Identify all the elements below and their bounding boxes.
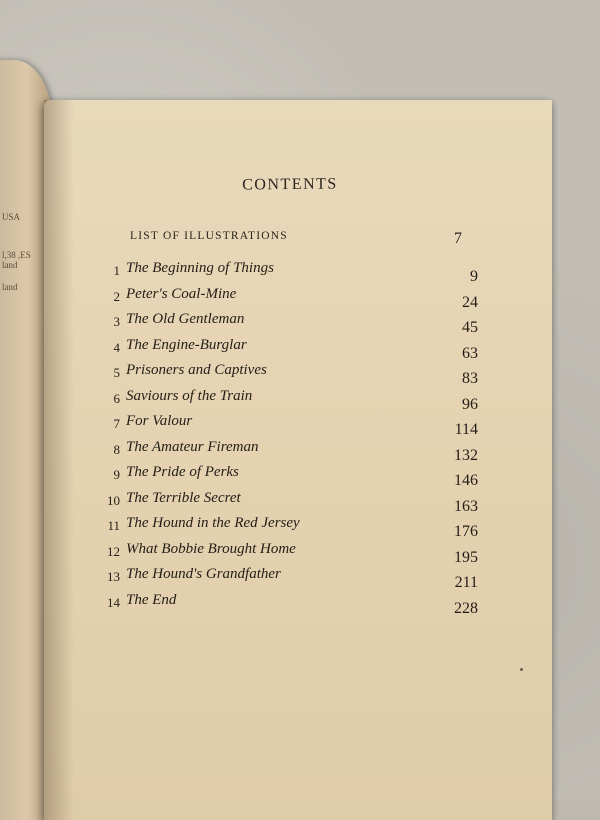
chapter-title: Saviours of the Train xyxy=(126,387,253,404)
chapter-title: The Pride of Perks xyxy=(126,464,239,480)
chapter-page: 228 xyxy=(454,599,478,617)
chapter-number: 9 xyxy=(113,467,120,482)
book-page xyxy=(44,100,552,820)
toc-row xyxy=(106,439,526,465)
toc-row xyxy=(106,413,526,439)
chapter-title: The End xyxy=(126,591,177,608)
chapter-title: The Hound in the Red Jersey xyxy=(126,515,300,531)
chapter-number: 5 xyxy=(113,365,120,380)
chapter-number: 14 xyxy=(107,594,120,610)
left-page-fragment: USA xyxy=(2,212,21,222)
chapter-number: 7 xyxy=(113,416,120,431)
table-of-contents xyxy=(106,260,526,617)
toc-row xyxy=(106,490,526,516)
chapter-number: 11 xyxy=(107,518,120,533)
chapter-page: 96 xyxy=(462,395,478,413)
toc-row xyxy=(106,362,526,388)
chapter-page: 45 xyxy=(462,319,478,336)
chapter-number: 13 xyxy=(107,569,120,584)
left-page-fragment: l,38 ,ES xyxy=(2,250,31,260)
page-speck xyxy=(520,668,523,671)
toc-row xyxy=(106,337,526,363)
chapter-page: 83 xyxy=(462,370,478,387)
chapter-page: 132 xyxy=(454,446,478,464)
chapter-page: 9 xyxy=(470,268,478,285)
toc-row xyxy=(106,515,526,541)
toc-row xyxy=(106,311,526,337)
chapter-number: 1 xyxy=(113,263,120,278)
chapter-title: For Valour xyxy=(126,413,193,429)
chapter-title: Prisoners and Captives xyxy=(126,362,267,378)
chapter-page: 63 xyxy=(462,344,478,362)
left-page-fragment: land xyxy=(2,260,18,270)
chapter-number: 6 xyxy=(113,390,120,406)
chapter-number: 3 xyxy=(113,314,120,329)
chapter-title: The Old Gentleman xyxy=(126,311,245,327)
list-of-illustrations-label: LIST OF ILLUSTRATIONS xyxy=(130,230,288,242)
chapter-number: 12 xyxy=(107,543,120,559)
chapter-title: The Hound's Grandfather xyxy=(126,566,281,582)
chapter-title: The Amateur Fireman xyxy=(126,438,259,455)
page-title: CONTENTS xyxy=(242,175,338,194)
chapter-title: Peter's Coal-Mine xyxy=(126,285,237,302)
chapter-page: 211 xyxy=(454,574,478,591)
toc-row xyxy=(106,566,526,592)
chapter-number: 4 xyxy=(113,339,120,355)
chapter-page: 163 xyxy=(454,497,478,515)
chapter-number: 10 xyxy=(107,492,120,508)
chapter-title: The Beginning of Things xyxy=(126,260,274,276)
chapter-page: 146 xyxy=(454,472,478,489)
toc-row xyxy=(106,286,526,312)
toc-row xyxy=(106,592,526,618)
left-page-fragment: land xyxy=(2,282,18,292)
chapter-number: 2 xyxy=(113,288,120,304)
chapter-page: 114 xyxy=(454,421,478,438)
list-of-illustrations-page: 7 xyxy=(454,230,462,247)
toc-row xyxy=(106,260,526,286)
toc-row xyxy=(106,388,526,414)
chapter-title: The Terrible Secret xyxy=(126,489,241,506)
toc-row xyxy=(106,541,526,567)
toc-row xyxy=(106,464,526,490)
chapter-title: The Engine-Burglar xyxy=(126,336,247,353)
chapter-number: 8 xyxy=(113,441,120,457)
chapter-page: 195 xyxy=(454,548,478,566)
chapter-page: 24 xyxy=(462,293,478,311)
chapter-page: 176 xyxy=(454,523,478,540)
chapter-title: What Bobbie Brought Home xyxy=(126,540,296,557)
